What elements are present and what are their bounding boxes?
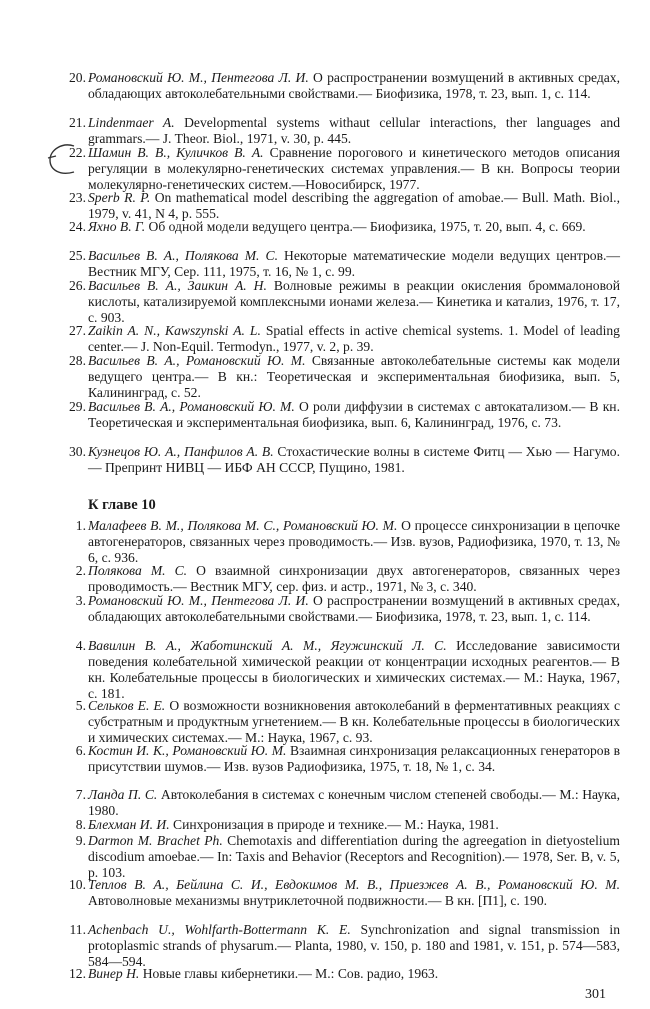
reference-item: [60, 323, 620, 355]
reference-number: 22.: [69, 145, 86, 160]
reference-item: [60, 563, 620, 595]
reference-authors: Zaikin A. N., Kawszynski A. L.: [88, 323, 261, 338]
reference-item: [60, 248, 620, 280]
reference-authors: Блехман И. И.: [88, 817, 170, 832]
reference-text: О распространении возмущений в активных средах, обладающих автоколебательными свойствами.— Биофизика, 1978, т. 23, вып. 1, с. 114.: [88, 70, 621, 101]
reference-text: Автоколебания в системах с конечным числом степеней свободы.— М.: Наука, 1980.: [88, 787, 620, 818]
reference-authors: Sperb R. P.: [88, 190, 151, 205]
reference-text: On mathematical model describing the aggregation of amobae.— Bull. Math. Biol., 1979, v. 41, N 4, p. 555.: [88, 190, 620, 221]
reference-text: О процессе синхронизации в цепочке автогенераторов, связанных через проводимость.— Изв. вузов, Радиофизика, 1970, т. 13, № 6, с. 936.: [88, 518, 620, 565]
reference-item: [60, 593, 620, 625]
reference-number: 24.: [69, 219, 86, 234]
reference-number: 1.: [75, 518, 86, 533]
reference-item: [60, 833, 620, 881]
reference-text: Сравнение порогового и кинетического методов описания регуляции в молекулярно-генетических системах управления.— В кн. Вопросы теории молекулярно-генетических систем.—Новосибирск, 1977.: [88, 145, 621, 192]
reference-text: Chemotaxis and differentiation during the agreegation in dietyostelium discodium amoebae.— In: Taxis and Behavior (Receptors and Recognition).— 1978, Ser. B, v. 5, p. 103.: [88, 833, 620, 880]
reference-number: 5.: [75, 698, 86, 713]
reference-text: О роли диффузии в системах с автокатализом.— В кн. Теоретическая и экспериментальная биофизика, вып. 6, Калининград, 1976, с. 73.: [88, 399, 620, 430]
reference-text: Стохастические волны в системе Фитц — Хью — Нагумо.— Препринт НИВЦ — ИБФ АН СССР, Пущино, 1981.: [88, 444, 621, 475]
reference-text: Синхронизация в природе и технике.— М.: Наука, 1981.: [169, 817, 499, 832]
reference-number: 23.: [69, 190, 86, 205]
reference-text: Synchronization and signal transmission in protoplasmic strands of physarum.— Planta, 1980, v. 150, p. 180 and 1981, v. 151, p. 574—583, 584—594.: [88, 922, 620, 969]
reference-number: 27.: [69, 323, 86, 338]
reference-text: Об одной модели ведущего центра.— Биофизика, 1975, т. 20, вып. 4, с. 669.: [145, 219, 586, 234]
reference-item: [60, 278, 620, 326]
reference-item: [60, 922, 620, 970]
reference-item: [60, 115, 620, 147]
reference-text: Spatial effects in active chemical systems. 1. Model of leading center.— J. Non-Equil. Termodyn., 1977, v. 2, p. 39.: [88, 323, 620, 354]
reference-authors: Achenbach U., Wohlfarth-Bottermann K. E.: [88, 922, 351, 937]
reference-text: Автоволновые механизмы внутриклеточной подвижности.— В кн. [П1], с. 190.: [88, 893, 548, 908]
reference-text: Связанные автоколебательные системы как модели ведущего центра.— В кн.: Теоретическая и экспериментальная биофизика, вып. 5, Калининград, с. 52.: [88, 353, 620, 400]
reference-item: [60, 70, 620, 102]
reference-item: [60, 638, 620, 702]
reference-item: [60, 219, 620, 235]
reference-authors: Васильев В. А., Романовский Ю. М.: [88, 399, 295, 414]
reference-item: [60, 787, 620, 819]
reference-number: 10.: [69, 877, 86, 892]
reference-item: [60, 518, 620, 566]
reference-number: 12.: [69, 966, 86, 981]
reference-item: [60, 817, 620, 833]
reference-authors: Винер Н.: [88, 966, 140, 981]
reference-authors: Васильев В. А., Полякова М. С.: [88, 248, 278, 263]
reference-authors: Ланда П. С.: [88, 787, 158, 802]
reference-number: 9.: [75, 833, 86, 848]
reference-text: Взаимная синхронизация релаксационных генераторов в присутствии шумов.— Изв. вузов Радиофизика, 1975, т. 18, № 1, с. 34.: [88, 743, 620, 774]
reference-text: О возможности возникновения автоколебаний в ферментативных реакциях с субстратным и продуктным угнетением.— В кн. Колебательные процессы в биологических и химических системах.— М.: Наука, 1967, с. 93.: [88, 698, 620, 745]
reference-number: 30.: [69, 444, 86, 459]
reference-authors: Сельков Е. Е.: [88, 698, 166, 713]
reference-number: 25.: [69, 248, 86, 263]
reference-text: Новые главы кибернетики.— М.: Сов. радио, 1963.: [139, 966, 439, 981]
reference-item: [60, 877, 620, 909]
reference-text: Исследование зависимости поведения колебательной химической реакции от концентрации исходных реагентов.— В кн. Колебательные процессы в биологических и химических системах.— М.: Наука, 1967, с. 181.: [88, 638, 620, 701]
reference-authors: Кузнецов Ю. А., Панфилов А. В.: [88, 444, 274, 459]
chapter-heading: К главе 10: [88, 497, 156, 513]
reference-item: [60, 966, 620, 982]
reference-item: [60, 444, 620, 476]
reference-authors: Полякова М. С.: [88, 563, 188, 578]
reference-authors: Костин И. К., Романовский Ю. М.: [88, 743, 287, 758]
reference-item: [60, 399, 620, 431]
reference-number: 28.: [69, 353, 86, 368]
reference-item: [60, 743, 620, 775]
reference-text: О распространении возмущений в активных средах, обладающих автоколебательными свойствами.— Биофизика, 1978, т. 23, вып. 1, с. 114.: [88, 593, 621, 624]
reference-number: 29.: [69, 399, 86, 414]
reference-item: [60, 145, 620, 193]
reference-number: 20.: [69, 70, 86, 85]
reference-authors: Теплов В. А., Бейлина С. И., Евдокимов М. В., Приезжев А. В., Романовский Ю. М.: [88, 877, 620, 892]
reference-authors: Яхно В. Г.: [88, 219, 146, 234]
reference-number: 21.: [69, 115, 86, 130]
reference-number: 2.: [75, 563, 86, 578]
reference-item: [60, 353, 620, 401]
reference-text: Волновые режимы в реакции окисления броммалоновой кислоты, катализируемой комплексными ионами железа.— Кинетика и катализ, 1976, т. 17, с. 903.: [88, 278, 620, 325]
reference-authors: Романовский Ю. М., Пентегова Л. И.: [88, 70, 309, 85]
reference-authors: Darmon M. Brachet Ph.: [88, 833, 223, 848]
reference-number: 3.: [75, 593, 86, 608]
reference-number: 6.: [75, 743, 86, 758]
reference-number: 11.: [69, 922, 86, 937]
page-number: 301: [585, 987, 606, 1002]
reference-authors: Вавилин В. А., Жаботинский А. М., Ягужинский Л. С.: [88, 638, 447, 653]
reference-authors: Шамин В. В., Куличков В. А.: [88, 145, 264, 160]
reference-authors: Малафеев В. М., Полякова М. С., Романовский Ю. М.: [88, 518, 398, 533]
reference-text: О взаимной синхронизации двух автогенераторов, связанных через проводимость.— Вестник МГУ, сер. физ. и астр., 1971, № 3, с. 340.: [88, 563, 621, 594]
reference-number: 8.: [75, 817, 86, 832]
reference-item: [60, 190, 620, 222]
reference-authors: Васильев В. А., Романовский Ю. М.: [88, 353, 306, 368]
reference-number: 26.: [69, 278, 86, 293]
reference-authors: Романовский Ю. М., Пентегова Л. И.: [88, 593, 309, 608]
reference-number: 7.: [75, 787, 86, 802]
reference-text: Некоторые математические модели ведущих центров.— Вестник МГУ, Сер. 111, 1975, т. 16, № 1, с. 99.: [88, 248, 620, 279]
reference-authors: Lindenmaer A.: [88, 115, 175, 130]
reference-number: 4.: [75, 638, 86, 653]
reference-item: [60, 698, 620, 746]
reference-text: Developmental systems withaut cellular interactions, ther languages and grammars.— J. Theor. Biol., 1971, v. 30, p. 445.: [88, 115, 620, 146]
reference-authors: Васильев В. А., Заикин А. Н.: [88, 278, 267, 293]
